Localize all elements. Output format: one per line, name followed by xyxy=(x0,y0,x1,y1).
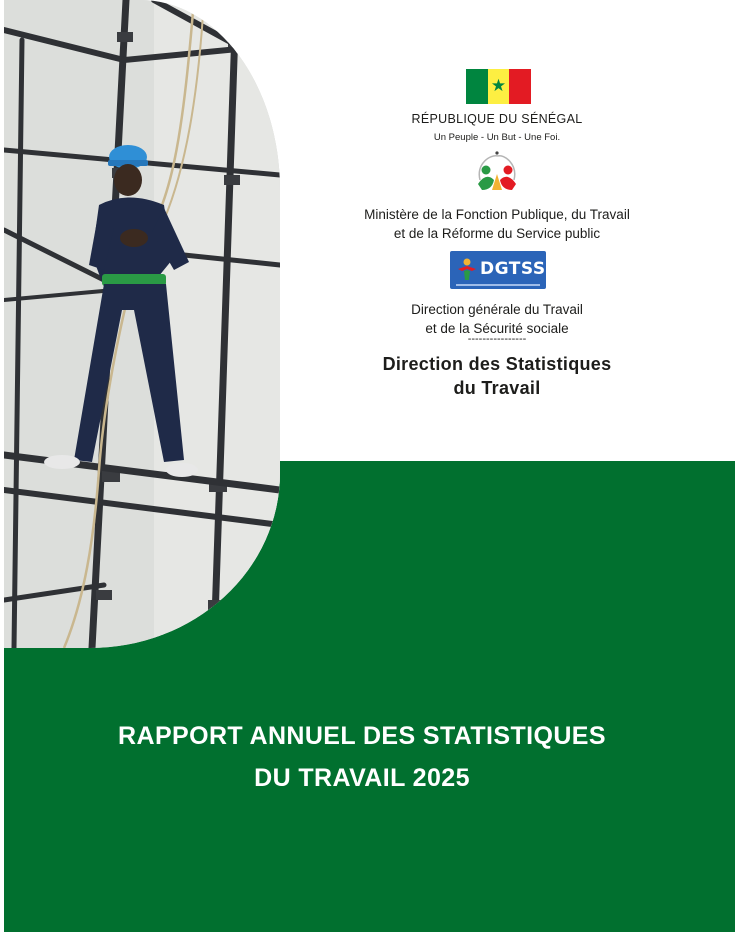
national-motto: Un Peuple - Un But - Une Foi. xyxy=(433,132,561,143)
scaffold-worker-illustration xyxy=(4,0,280,648)
ministry-line-1: Ministère de la Fonction Publique, du Travail xyxy=(364,207,630,222)
report-title-line-1: RAPPORT ANNUEL DES STATISTIQUES xyxy=(118,722,606,750)
direction-statistics-name xyxy=(320,352,674,400)
direction-general-line-2: et de la Sécurité sociale xyxy=(425,321,569,336)
dgtss-logo-icon xyxy=(450,251,546,289)
senegal-flag-icon: ★ xyxy=(466,69,531,104)
report-title-line-2: DU TRAVAIL 2025 xyxy=(254,764,470,792)
ministry-line-2: et de la Réforme du Service public xyxy=(393,226,601,241)
ministry-name xyxy=(320,205,674,243)
separator: ---------------- xyxy=(467,333,527,345)
dgtss-figure-icon xyxy=(456,257,478,281)
ministry-logo-icon xyxy=(472,150,522,198)
direction-statistics-line-2: du Travail xyxy=(453,378,541,398)
report-title xyxy=(4,715,720,799)
direction-statistics-line-1: Direction des Statistiques xyxy=(382,354,612,374)
dgtss-logo-text: DGTSS xyxy=(480,259,546,279)
cover-photo xyxy=(4,0,280,648)
direction-general-line-1: Direction générale du Travail xyxy=(411,302,583,317)
country-name: RÉPUBLIQUE DU SÉNÉGAL xyxy=(411,112,583,126)
